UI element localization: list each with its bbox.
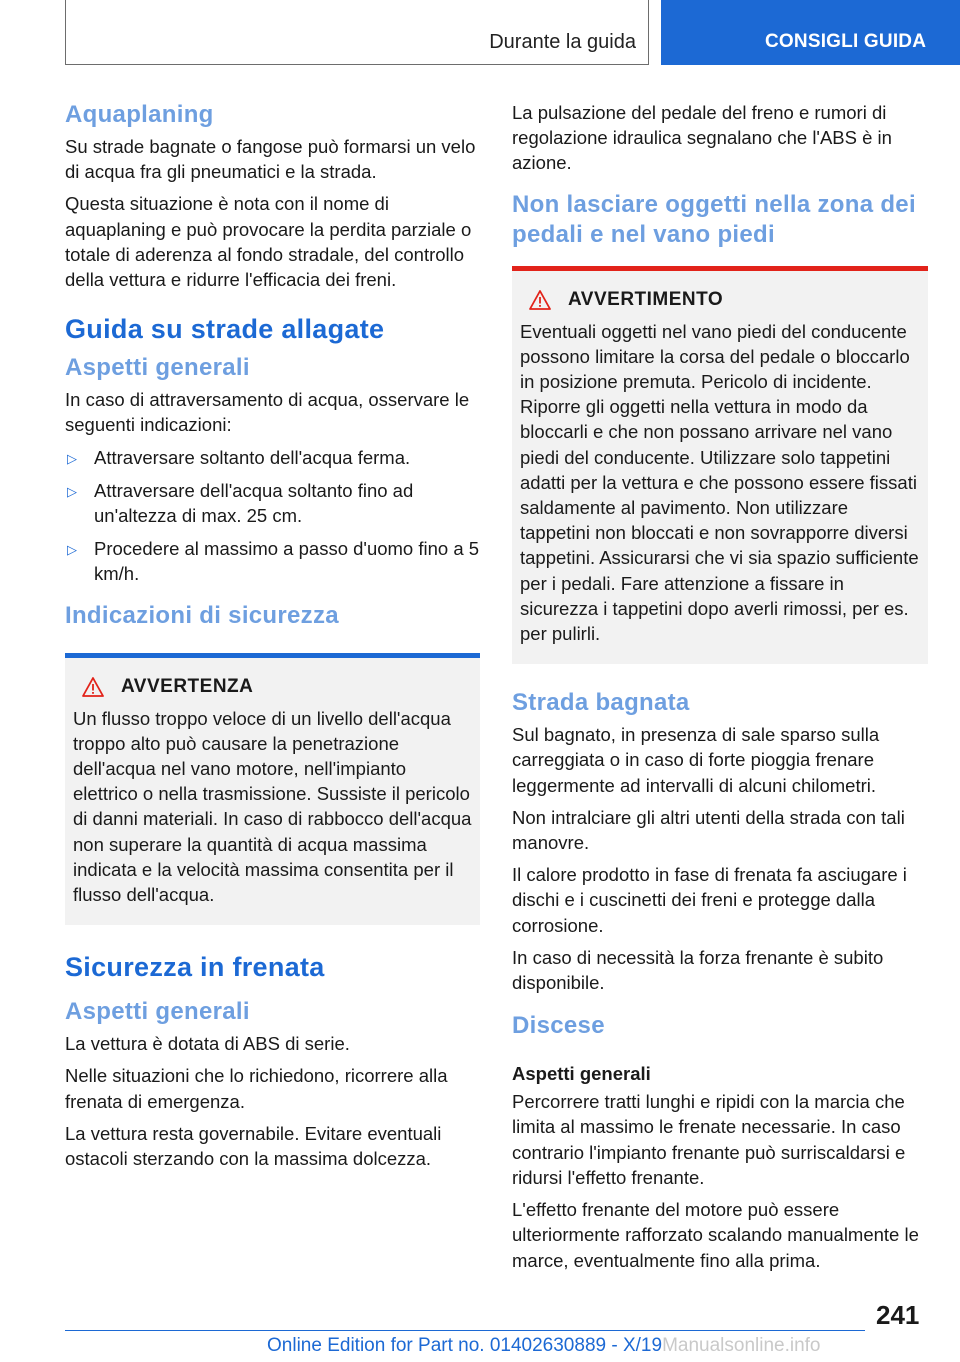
safety-heading: Indicazioni di sicurezza xyxy=(65,601,339,629)
wet-road-paragraph-2: Non intralciare gli altri utenti della strada con tali manovre. xyxy=(512,806,905,854)
warning-box xyxy=(65,653,480,926)
list-item: ▷ Procedere al massimo a passo d'uomo fino a 5 km/h. xyxy=(67,538,480,585)
aquaplaning-paragraph-1: Su strade bagnate o fangose può formarsi un velo di acqua fra gli pneumatici e la strada. xyxy=(65,136,476,183)
header-chapter-tab xyxy=(661,0,960,65)
warning-triangle-icon xyxy=(529,290,551,310)
page-number: 241 xyxy=(876,1300,920,1330)
footer-watermark: Manualsonline.info xyxy=(662,1335,821,1356)
header-chapter-label: CONSIGLI GUIDA xyxy=(765,31,927,52)
braking-safety-heading: Sicurezza in frenata xyxy=(65,952,325,983)
wet-road-heading: Strada bagnata xyxy=(512,689,690,717)
braking-paragraph-1: La vettura è dotata di ABS di serie. xyxy=(65,1033,350,1055)
flooded-roads-heading: Guida su strade allagate xyxy=(65,314,385,345)
aquaplaning-heading: Aquaplaning xyxy=(65,101,214,128)
header-box xyxy=(65,0,649,65)
wet-road-paragraph-4: In caso di necessità la forza frenante è subito disponibile. xyxy=(512,946,884,994)
abs-paragraph: La pulsazione del pedale del freno e rumori di regolazione idraulica segnalano che l'ABS è in azione. xyxy=(512,102,892,174)
triangle-bullet-icon: ▷ xyxy=(67,483,77,499)
warning-box xyxy=(512,266,928,665)
pedals-heading: Non lasciare oggetti nella zona dei pedali e nel vano piedi xyxy=(512,190,916,248)
wet-road-paragraph-3: Il calore prodotto in fase di frenata fa asciugare i dischi e i cuscinetti dei freni e protegge dalla corrosione. xyxy=(512,864,907,936)
footer-divider xyxy=(65,1330,865,1331)
braking-paragraph-3: La vettura resta governabile. Evitare eventuali ostacoli sterzando con la massima dolcezza. xyxy=(65,1122,442,1170)
braking-paragraph-2: Nelle situazioni che lo richiedono, ricorrere alla frenata di emergenza. xyxy=(65,1065,448,1112)
warning-label: AVVERTENZA xyxy=(121,675,254,697)
warning-text: Eventuali oggetti nel vano piedi del conducente possono limitare la corsa del pedale o bloccarlo in posizione premuta. Pericolo di incidente. Riporre gli oggetti nella vettura in modo da bloccarli e che non possano arrivare nel vano piedi del conducente. Utilizzare solo tappetini adatti per la vettura e che possono essere fissati saldamente al pavimento. Non utilizzare tappetini non bloccati e non sovrapporre diversi tappetini. Assicurarsi che vi sia spazio sufficiente per i pedali. Fare attenzione a fissare in sicurezza i tappetini dopo averli rimossi, per es. per pulirli. xyxy=(520,320,919,645)
flooded-list xyxy=(65,445,480,587)
warning-triangle-icon xyxy=(82,677,104,697)
warning-text: Un flusso troppo veloce di un livello dell'acqua troppo alto può causare la penetrazione dell'acqua nel vano motore, nell'impianto elettrico o nella trasmissione. Sussiste il pericolo di danni materiali. In caso di rabbocco dell'acqua non superare la quantità di acqua massima indicata e la velocità massima consentita per il flusso dell'acqua. xyxy=(73,707,472,906)
flooded-intro: In caso di attraversamento di acqua, osservare le seguenti indicazioni: xyxy=(65,389,470,436)
aquaplaning-paragraph-2: Questa situazione è nota con il nome di aquaplaning e può provocare la perdita parziale o totale di aderenza al fondo stradale, del controllo della vettura e ridurre l'efficacia dei freni. xyxy=(65,193,472,291)
descents-paragraph-1: Percorrere tratti lunghi e ripidi con la marcia che limita al massimo le frenate necessarie. In caso contrario l'impianto frenante può surriscaldarsi e ridursi l'effetto frenante. xyxy=(512,1091,906,1188)
warning-label: AVVERTIMENTO xyxy=(568,288,724,310)
descents-general-heading: Aspetti generali xyxy=(512,1063,651,1085)
wet-road-paragraph-1: Sul bagnato, in presenza di sale sparso sulla carreggiata o in caso di forte pioggia frenare leggermente ad intervalli di alcuni chilometri. xyxy=(512,724,880,796)
flooded-general-heading: Aspetti generali xyxy=(65,354,250,382)
header-section-title: Durante la guida xyxy=(489,31,636,53)
braking-general-heading: Aspetti generali xyxy=(65,998,250,1026)
footer-edition: Online Edition for Part no. 01402630889 - X/19Manualsonline.info xyxy=(267,1335,821,1356)
right-column xyxy=(512,100,928,1280)
descents-paragraph-2: L'effetto frenante del motore può essere ulteriormente rafforzato scalando manualmente le marce, eventualmente fino alla prima. xyxy=(512,1199,919,1271)
descents-heading: Discese xyxy=(512,1012,605,1040)
triangle-bullet-icon: ▷ xyxy=(67,450,77,466)
list-item: ▷ Attraversare dell'acqua soltanto fino ad un'altezza di max. 25 cm. xyxy=(67,479,414,527)
list-item: ▷ Attraversare soltanto dell'acqua ferma. xyxy=(65,445,480,470)
left-column xyxy=(65,100,480,1178)
triangle-bullet-icon: ▷ xyxy=(67,542,77,558)
